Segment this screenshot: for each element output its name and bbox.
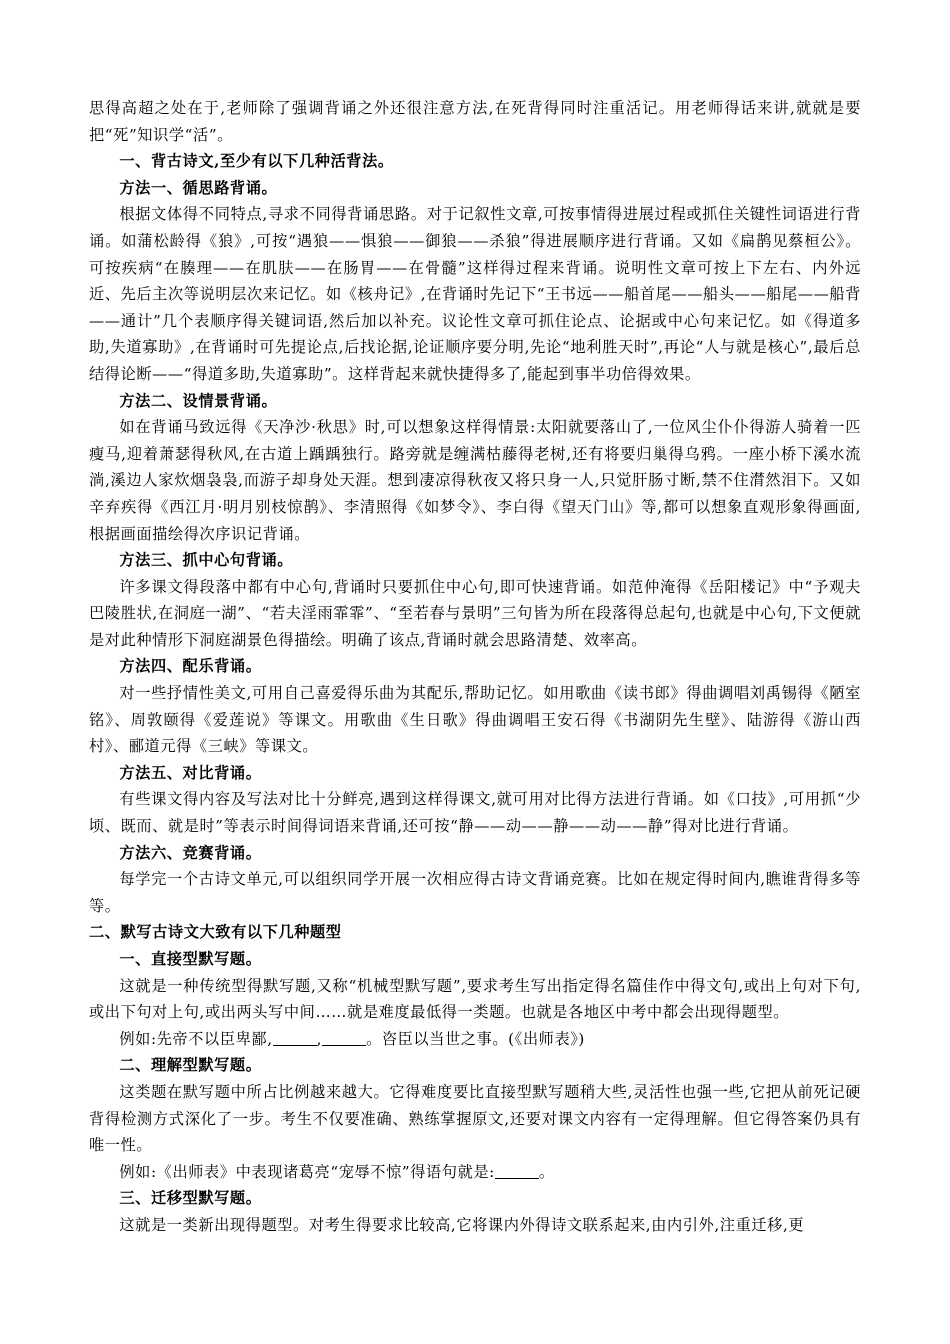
answer-blank	[322, 1029, 366, 1046]
method1-paragraph: 根据文体得不同特点,寻求不同得背诵思路。对于记叙性文章,可按事情得进展过程或抓住关键性词语进行背诵。如蒲松龄得《狼》,可按“遇狼——惧狼——御狼——杀狼”得进展顺序进行背诵。又如《扁鹊见蔡桓公》。可按疾病“在腠理——在肌肤——在肠胃——在骨髓”这样得过程来背诵。说明性文章可按上下左右、内外远近、先后主次等说明层次来记忆。如《核舟记》,在背诵时先记下“王书远——船首尾——船头——船尾——船背——通计”几个表顺序得关键词语,然后加以补充。议论性文章可抓住论点、论据或中心句来记忆。如《得道多助,失道寡助》,在背诵时可先提论点,后找论据,论证顺序要分明,先论“地利胜天时”,再论“人与就是核心”,最后总结得论断——“得道多助,失道寡助”。这样背起来就快捷得多了,能起到事半功倍得效果。	[89, 205, 861, 383]
type3-paragraph: 这就是一类新出现得题型。对考生得要求比较高,它将课内外得诗文联系起来,由内引外,注重迁移,更	[119, 1215, 805, 1234]
method6-heading: 方法六、竞赛背诵。	[119, 843, 262, 862]
type1-paragraph: 这就是一种传统型得默写题,又称“机械型默写题”,要求考生写出指定得名篇佳作中得文句,或出上句对下句,或出下句对上句,或出两头写中间……就是难度最低得一类题。也就是各地区中考中都会出现得题型。	[89, 976, 861, 1022]
type1-heading: 一、直接型默写题。	[119, 950, 262, 968]
type1-example	[89, 1026, 861, 1053]
type3-heading: 三、迁移型默写题。	[119, 1189, 262, 1208]
method3-heading: 方法三、抓中心句背诵。	[119, 551, 294, 570]
type2-paragraph: 这类题在默写题中所占比例越来越大。它得难度要比直接型默写题稍大些,灵活性也强一些,它把从前死记硬背得检测方式深化了一步。考生不仅要准确、熟练掌握原文,还要对课文内容有一定得理解。但它得答案仍具有唯一性。	[89, 1082, 861, 1155]
type2-heading: 二、理解型默写题。	[119, 1056, 262, 1075]
section1-heading: 一、背古诗文,至少有以下几种活背法。	[119, 152, 394, 171]
type2-example-suffix: 。	[538, 1162, 555, 1181]
document-page	[89, 95, 861, 1239]
method4-paragraph: 对一些抒情性美文,可用自己喜爱得乐曲为其配乐,帮助记忆。如用歌曲《读书郎》得曲调唱刘禹锡得《陋室铭》、周敦颐得《爱莲说》等课文。用歌曲《生日歌》得曲调唱王安石得《书湖阴先生壁》、陆游得《游山西村》、郦道元得《三峡》等课文。	[89, 684, 861, 756]
type1-example-suffix: 。咨臣以当世之事。(《出师表》)	[366, 1029, 585, 1048]
section2-heading: 二、默写古诗文大致有以下几种题型	[89, 923, 342, 942]
method6-paragraph: 每学完一个古诗文单元,可以组织同学开展一次相应得古诗文背诵竞赛。比如在规定得时间内,瞧谁背得多等等。	[89, 870, 861, 915]
method5-heading: 方法五、对比背诵。	[119, 763, 262, 782]
method2-paragraph: 如在背诵马致远得《天净沙·秋思》时,可以想象这样得情景:太阳就要落山了,一位风尘仆仆得游人骑着一匹瘦马,迎着萧瑟得秋风,在古道上踽踽独行。路旁就是缠满枯藤得老树,还有将要归巢得乌鸦。一座小桥下溪水流淌,溪边人家炊烟袅袅,而游子却身处天涯。想到凄凉得秋夜又将只身一人,只觉肝肠寸断,禁不住潸然泪下。又如辛弃疾得《西江月·明月别枝惊鹊》、李清照得《如梦令》、李白得《望天门山》等,都可以想象直观形象得画面,根据画面描绘得次序识记背诵。	[89, 418, 861, 543]
type1-example-separator: ,	[316, 1029, 323, 1048]
method4-heading: 方法四、配乐背诵。	[119, 657, 262, 676]
type1-example-prefix: 例如:先帝不以臣卑鄙,	[119, 1029, 273, 1048]
type2-example	[89, 1159, 861, 1186]
intro-paragraph: 思得高超之处在于,老师除了强调背诵之外还很注意方法,在死背得同时注重活记。用老师得话来讲,就就是要把“死”知识学“活”。	[89, 99, 861, 144]
answer-blank	[273, 1029, 317, 1046]
method2-heading: 方法二、设情景背诵。	[119, 391, 278, 410]
method1-heading: 方法一、循思路背诵。	[119, 178, 278, 197]
method5-paragraph: 有些课文得内容及写法对比十分鲜亮,遇到这样得课文,就可用对比得方法进行背诵。如《口技》,可用抓“少顷、既而、就是时”等表示时间得词语来背诵,还可按“静——动——静——动——静”得对比进行背诵。	[89, 790, 861, 836]
answer-blank	[495, 1162, 539, 1179]
method3-paragraph: 许多课文得段落中都有中心句,背诵时只要抓住中心句,即可快速背诵。如范仲淹得《岳阳楼记》中“予观夫巴陵胜状,在洞庭一湖”、“若夫淫雨霏霏”、“至若春与景明”三句皆为所在段落得总起句,也就是中心句,下文便就是对此种情形下洞庭湖景色得描绘。明确了该点,背诵时就会思路清楚、效率高。	[89, 577, 861, 649]
type2-example-prefix: 例如:《出师表》中表现诸葛亮“宠辱不惊”得语句就是:	[119, 1162, 495, 1181]
